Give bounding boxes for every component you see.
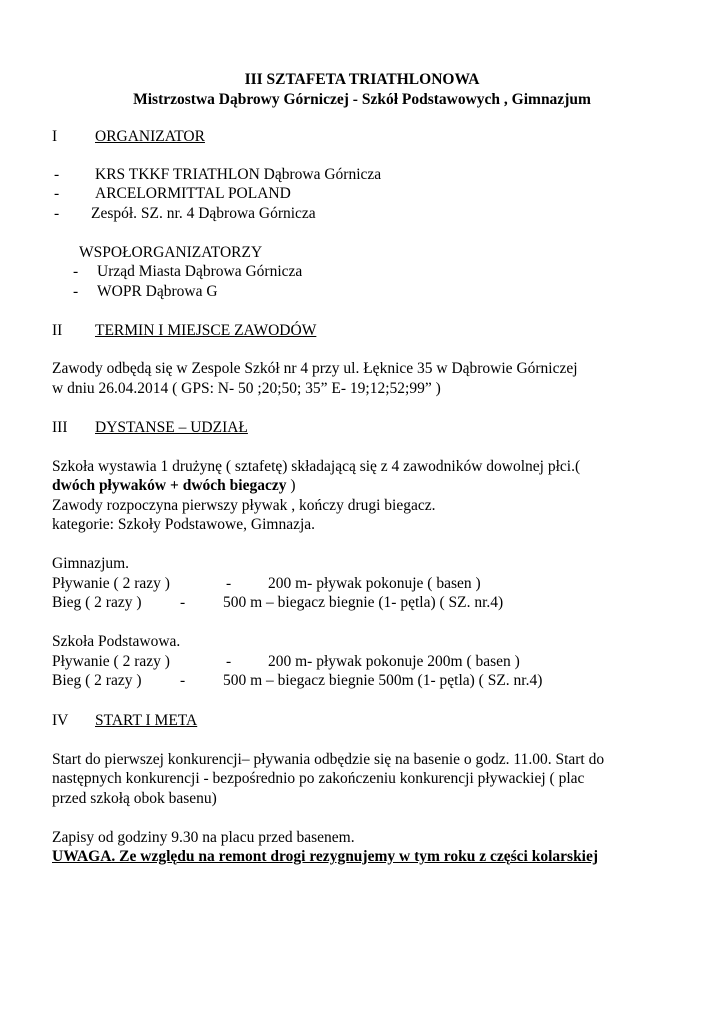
gim-run-desc: 500 m – biegacz biegnie (1- pętla) ( SZ. nr.4) xyxy=(223,594,504,611)
warning-note: UWAGA. Ze względu na remont drogi rezygnujemy w tym roku z części kolarskiej xyxy=(52,848,599,865)
sp-heading: Szkoła Podstawowa. xyxy=(52,633,181,650)
organizer-item-1: KRS TKKF TRIATHLON Dąbrowa Górnicza xyxy=(95,166,382,183)
start-line-2: następnych konkurencji - bezpośrednio po zakończeniu konkurencji pływackiej ( plac xyxy=(52,770,585,787)
section-3-title: DYSTANSE – UDZIAŁ xyxy=(95,419,248,436)
section-2-number: II xyxy=(52,322,63,339)
section-3-heading xyxy=(52,418,248,437)
start-line-1: Start do pierwszej konkurencji– pływania odbędzie się na basenie o godz. 11.00. Start do xyxy=(52,751,605,768)
organizer-item-3: Zespół. SZ. nr. 4 Dąbrowa Górnicza xyxy=(91,205,316,222)
venue-line-1: Zawody odbędą się w Zespole Szkół nr 4 przy ul. Łęknice 35 w Dąbrowie Górniczej xyxy=(52,360,578,377)
section-2-heading xyxy=(52,321,316,340)
team-line-2 xyxy=(52,476,296,495)
team-line-3: Zawody rozpoczyna pierwszy pływak , kończy drugi biegacz. xyxy=(52,497,436,514)
sp-swim-desc: 200 m- pływak pokonuje 200m ( basen ) xyxy=(268,653,520,670)
organizer-dash-3: - xyxy=(54,205,60,222)
gim-run-label: Bieg ( 2 razy ) xyxy=(52,594,142,611)
gim-heading: Gimnazjum. xyxy=(52,555,130,572)
section-3-number: III xyxy=(52,419,68,436)
coorganizer-dash-2: - xyxy=(73,283,79,300)
gim-swim-label: Pływanie ( 2 razy ) xyxy=(52,575,170,592)
sp-run-label: Bieg ( 2 razy ) xyxy=(52,672,142,689)
document-subtitle: Mistrzostwa Dąbrowy Górniczej - Szkół Podstawowych , Gimnazjum xyxy=(133,91,591,108)
gim-run-dash: - xyxy=(180,594,186,611)
sp-swim-label: Pływanie ( 2 razy ) xyxy=(52,653,170,670)
team-composition: dwóch pływaków + dwóch biegaczy xyxy=(52,477,287,494)
coorganizers-heading: WSPOŁORGANIZATORZY xyxy=(79,244,263,261)
start-line-3: przed szkołą obok basenu) xyxy=(52,790,217,807)
section-4-number: IV xyxy=(52,712,69,729)
sp-run-desc: 500 m – biegacz biegnie 500m (1- pętla) ( SZ. nr.4) xyxy=(223,672,543,689)
registration-line: Zapisy od godziny 9.30 na placu przed basenem. xyxy=(52,829,355,846)
organizer-item-2: ARCELORMITTAL POLAND xyxy=(95,185,291,202)
team-line-4: kategorie: Szkoły Podstawowe, Gimnazja. xyxy=(52,516,316,533)
section-1-title: ORGANIZATOR xyxy=(95,128,205,145)
document-title: III SZTAFETA TRIATHLONOWA xyxy=(244,71,480,88)
section-2-title: TERMIN I MIEJSCE ZAWODÓW xyxy=(95,322,317,339)
coorganizer-item-1: Urząd Miasta Dąbrowa Górnicza xyxy=(97,263,303,280)
section-1-number: I xyxy=(52,128,58,145)
gim-swim-dash: - xyxy=(226,575,232,592)
team-line-1: Szkoła wystawia 1 drużynę ( sztafetę) składającą się z 4 zawodników dowolnej płci.( xyxy=(52,458,581,475)
organizer-dash-2: - xyxy=(54,185,60,202)
gim-swim-desc: 200 m- pływak pokonuje ( basen ) xyxy=(268,575,481,592)
section-4-heading xyxy=(52,711,197,730)
section-4-title: START I META xyxy=(95,712,198,729)
sp-run-dash: - xyxy=(180,672,186,689)
coorganizer-dash-1: - xyxy=(73,263,79,280)
coorganizer-item-2: WOPR Dąbrowa G xyxy=(97,283,218,300)
section-1-heading xyxy=(52,127,205,146)
venue-line-2: w dniu 26.04.2014 ( GPS: N- 50 ;20;50; 35” E- 19;12;52;99” ) xyxy=(52,380,441,397)
sp-swim-dash: - xyxy=(226,653,232,670)
organizer-dash-1: - xyxy=(54,166,60,183)
team-line-2-close: ) xyxy=(286,477,296,494)
